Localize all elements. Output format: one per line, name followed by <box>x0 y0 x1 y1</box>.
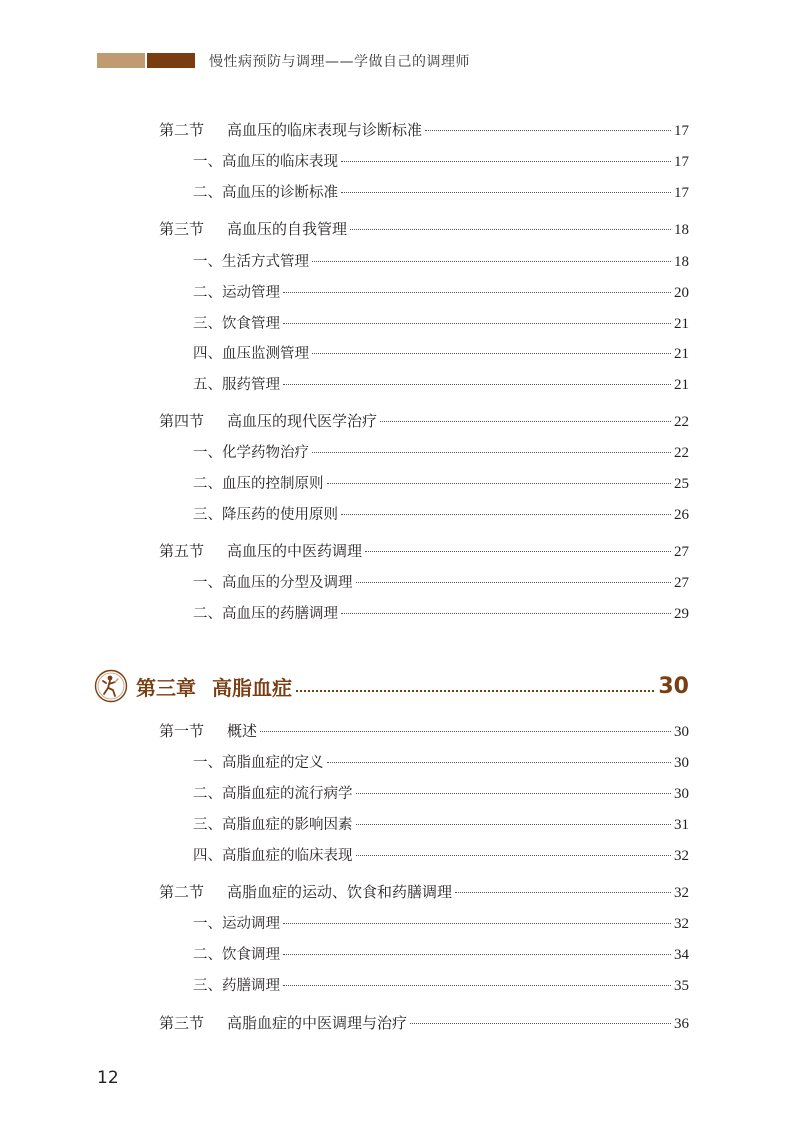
page-ref: 25 <box>674 476 689 492</box>
leader-dots <box>283 923 671 924</box>
item-title: 一、高血压的分型及调理 <box>193 575 353 591</box>
running-header <box>97 52 470 69</box>
leader-dots <box>312 353 671 354</box>
leader-dots <box>283 985 671 986</box>
page-ref: 18 <box>674 254 689 270</box>
section-title: 高脂血症的运动、饮食和药膳调理 <box>227 883 453 901</box>
item-title: 二、高血压的诊断标准 <box>193 185 338 201</box>
toc-item-row[interactable] <box>193 602 689 624</box>
section-number: 第二节 <box>159 121 205 139</box>
section-title: 高血压的中医药调理 <box>227 542 363 560</box>
leader-dots <box>425 130 671 131</box>
page-ref: 36 <box>674 1016 689 1032</box>
page-ref: 31 <box>674 817 689 833</box>
item-title: 二、运动管理 <box>193 285 280 301</box>
item-title: 四、高脂血症的临床表现 <box>193 848 353 864</box>
page-ref: 32 <box>674 885 689 901</box>
toc-item-row[interactable] <box>193 342 689 364</box>
leader-dots <box>365 551 671 552</box>
leader-dots <box>341 613 671 614</box>
page-ref: 22 <box>674 414 689 430</box>
leader-dots <box>341 514 671 515</box>
page-ref: 21 <box>674 346 689 362</box>
item-title: 五、服药管理 <box>193 377 280 393</box>
leader-dots <box>356 824 672 825</box>
medicine-figure-icon <box>94 669 128 703</box>
item-title: 一、高脂血症的定义 <box>193 755 324 771</box>
toc-item-row[interactable] <box>193 844 689 866</box>
toc-section-row[interactable] <box>159 540 689 562</box>
page-ref: 17 <box>674 154 689 170</box>
section-number: 第三节 <box>159 220 205 238</box>
chapter-number: 第三章 <box>136 675 196 700</box>
page-ref: 30 <box>674 755 689 771</box>
toc-item-row[interactable] <box>193 150 689 172</box>
item-title: 二、高脂血症的流行病学 <box>193 786 353 802</box>
section-title: 高血压的临床表现与诊断标准 <box>227 121 423 139</box>
item-title: 三、降压药的使用原则 <box>193 507 338 523</box>
toc-item-row[interactable] <box>193 751 689 773</box>
toc-section-row[interactable] <box>159 410 689 432</box>
leader-dots <box>350 229 671 230</box>
leader-dots <box>327 762 672 763</box>
item-title: 二、饮食调理 <box>193 947 280 963</box>
toc-item-row[interactable] <box>193 813 689 835</box>
toc-item-row[interactable] <box>193 250 689 272</box>
toc-item-row[interactable] <box>193 441 689 463</box>
leader-dots <box>455 892 671 893</box>
page-ref: 32 <box>674 848 689 864</box>
toc-item-row[interactable] <box>193 571 689 593</box>
page-number: 12 <box>97 1068 119 1088</box>
toc-section-row[interactable] <box>159 1012 689 1034</box>
page-ref: 20 <box>674 285 689 301</box>
toc-section-row[interactable] <box>159 218 689 240</box>
leader-dots <box>260 731 671 732</box>
book-title: 慢性病预防与调理——学做自己的调理师 <box>209 53 470 70</box>
leader-dots <box>380 421 671 422</box>
section-number: 第四节 <box>159 412 205 430</box>
item-title: 一、化学药物治疗 <box>193 445 309 461</box>
toc-item-row[interactable] <box>193 782 689 804</box>
section-number: 第五节 <box>159 542 205 560</box>
toc-item-row[interactable] <box>193 281 689 303</box>
leader-dots <box>283 323 671 324</box>
header-bar-light <box>97 53 145 68</box>
toc-item-row[interactable] <box>193 943 689 965</box>
toc-section-row[interactable] <box>159 119 689 141</box>
leader-dots <box>312 452 671 453</box>
leader-dots <box>341 192 671 193</box>
section-title: 高血压的现代医学治疗 <box>227 412 378 430</box>
leader-dots <box>283 954 671 955</box>
page-ref: 30 <box>674 724 689 740</box>
section-title: 高血压的自我管理 <box>227 220 348 238</box>
page-ref: 21 <box>674 377 689 393</box>
leader-dots <box>356 582 672 583</box>
item-title: 三、高脂血症的影响因素 <box>193 817 353 833</box>
page-ref: 27 <box>674 544 689 560</box>
leader-dots <box>312 261 671 262</box>
toc-chapter-row[interactable] <box>94 668 689 704</box>
page-ref: 21 <box>674 316 689 332</box>
section-number: 第三节 <box>159 1014 205 1032</box>
page-ref: 18 <box>674 222 689 238</box>
section-number: 第一节 <box>159 722 205 740</box>
page-ref: 17 <box>674 185 689 201</box>
toc-item-row[interactable] <box>193 503 689 525</box>
header-bar-dark <box>147 53 195 68</box>
toc-item-row[interactable] <box>193 472 689 494</box>
item-title: 一、生活方式管理 <box>193 254 309 270</box>
page-ref: 34 <box>674 947 689 963</box>
leader-dots <box>283 292 671 293</box>
leader-dots <box>356 793 672 794</box>
toc-item-row[interactable] <box>193 912 689 934</box>
item-title: 一、运动调理 <box>193 916 280 932</box>
toc-section-row[interactable] <box>159 720 689 742</box>
leader-dots <box>327 483 672 484</box>
section-number: 第二节 <box>159 883 205 901</box>
toc-item-row[interactable] <box>193 312 689 334</box>
item-title: 二、血压的控制原则 <box>193 476 324 492</box>
leader-dots <box>341 161 671 162</box>
section-title: 概述 <box>227 722 258 740</box>
page-ref: 30 <box>674 786 689 802</box>
chapter-title: 高脂血症 <box>212 675 292 700</box>
toc-item-row[interactable] <box>193 373 689 395</box>
page-ref: 22 <box>674 445 689 461</box>
page-ref: 32 <box>674 916 689 932</box>
page-ref: 30 <box>658 673 689 699</box>
toc-section-row[interactable] <box>159 881 689 903</box>
item-title: 四、血压监测管理 <box>193 346 309 362</box>
page-ref: 17 <box>674 123 689 139</box>
page-ref: 27 <box>674 575 689 591</box>
item-title: 二、高血压的药膳调理 <box>193 606 338 622</box>
leader-dots <box>296 690 654 692</box>
toc-item-row[interactable] <box>193 974 689 996</box>
leader-dots <box>283 384 671 385</box>
page-ref: 29 <box>674 606 689 622</box>
leader-dots <box>410 1023 671 1024</box>
page-ref: 26 <box>674 507 689 523</box>
item-title: 三、药膳调理 <box>193 978 280 994</box>
page-ref: 35 <box>674 978 689 994</box>
leader-dots <box>356 855 672 856</box>
toc-item-row[interactable] <box>193 181 689 203</box>
item-title: 三、饮食管理 <box>193 316 280 332</box>
section-title: 高脂血症的中医调理与治疗 <box>227 1014 408 1032</box>
item-title: 一、高血压的临床表现 <box>193 154 338 170</box>
